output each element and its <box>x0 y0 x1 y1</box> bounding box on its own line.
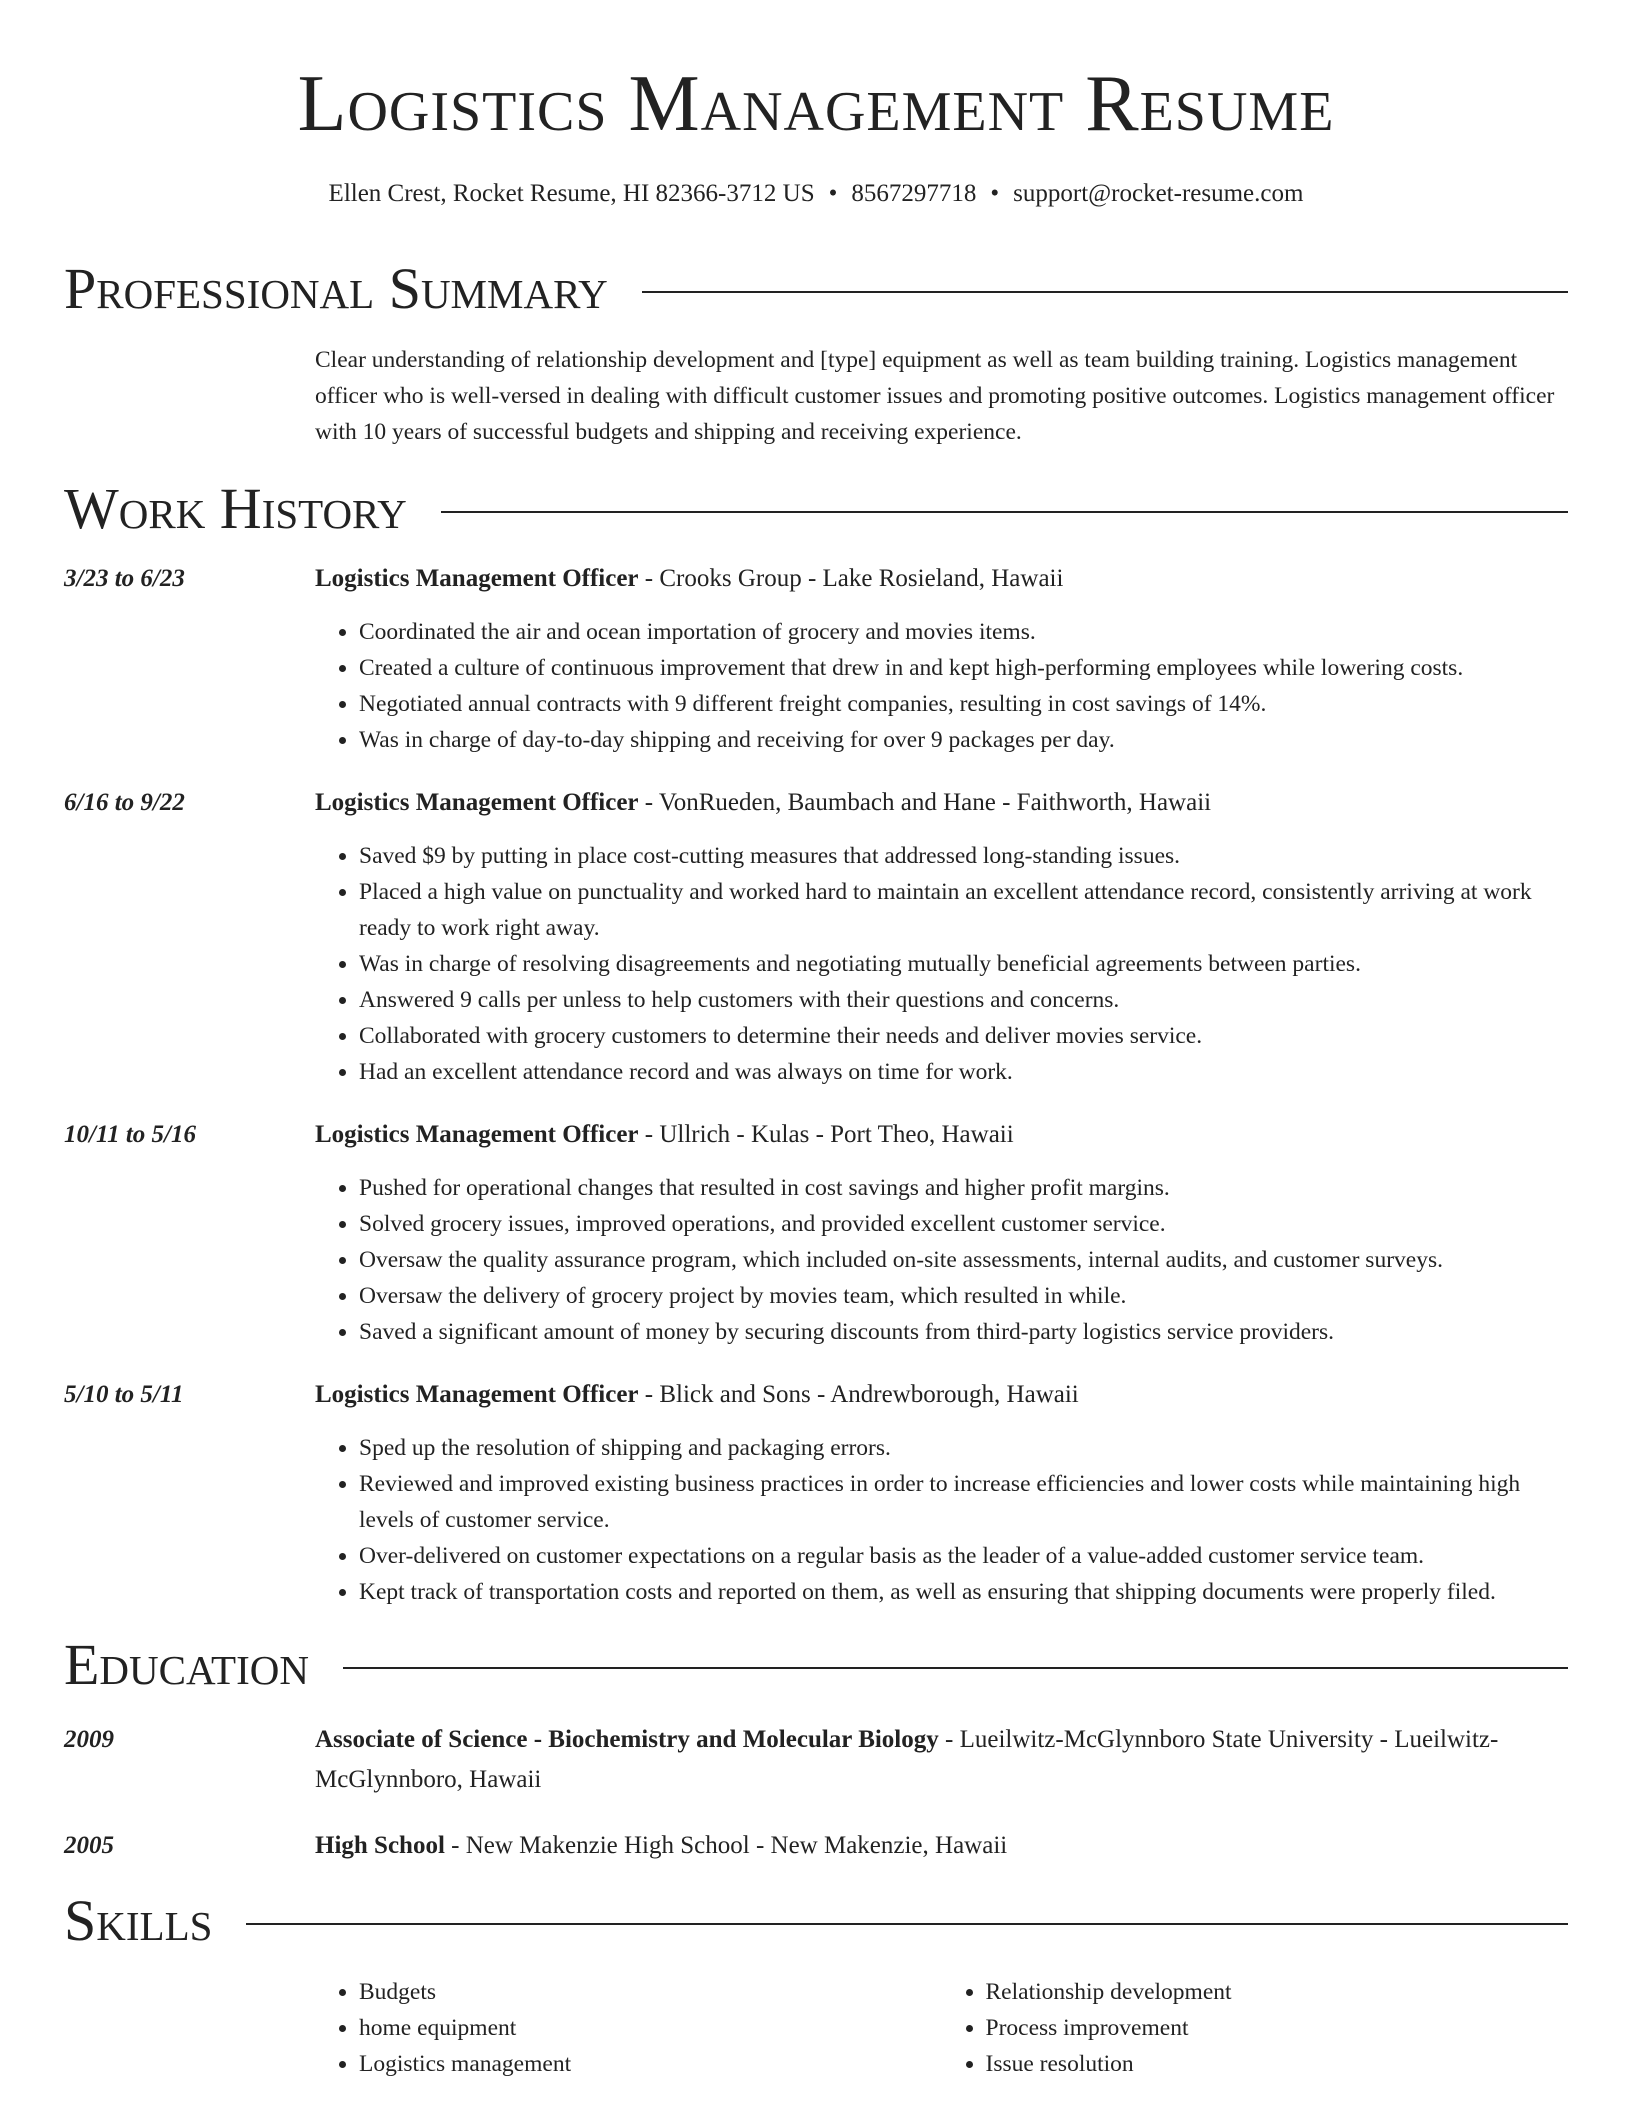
job-entry <box>64 562 1568 758</box>
job-employer-location: - Crooks Group - Lake Rosieland, Hawaii <box>638 565 1064 592</box>
job-body <box>64 596 1568 758</box>
skills-list <box>315 1974 1568 2082</box>
education-year: 2005 <box>64 1832 114 1859</box>
work-history-list <box>64 562 1568 1610</box>
job-bullet: • Answered 9 calls per unless to help customers with their questions and concerns. <box>359 982 1568 1018</box>
job-bullet: • Collaborated with grocery customers to determine their needs and deliver movies service. <box>359 1018 1568 1054</box>
job-title-line <box>315 1118 1568 1152</box>
job-bullet: • Reviewed and improved existing business practices in order to increase efficiencies and lower costs while maintaining high levels of customer service. <box>359 1466 1568 1538</box>
skill-item: • Logistics management <box>359 2046 942 2082</box>
job-bullet: • Coordinated the air and ocean importation of grocery and movies items. <box>359 614 1568 650</box>
job-employer-location: - VonRueden, Baumbach and Hane - Faithworth, Hawaii <box>638 789 1212 816</box>
education-degree: High School <box>315 1832 445 1859</box>
job-entry <box>64 1118 1568 1350</box>
job-entry <box>64 786 1568 1090</box>
resume-title: Logistics Management Resume <box>297 60 1335 148</box>
job-bullet: • Saved $9 by putting in place cost-cutting measures that addressed long-standing issues. <box>359 838 1568 874</box>
section-divider <box>441 511 1568 513</box>
work-heading: Work History <box>64 476 407 541</box>
job-role: Logistics Management Officer <box>315 565 639 592</box>
job-title-line <box>315 1378 1568 1412</box>
job-header <box>64 562 1568 596</box>
skills-column-right <box>942 1974 1569 2082</box>
job-spacer <box>64 1152 315 1350</box>
job-dates: 6/16 to 9/22 <box>64 789 185 816</box>
job-body <box>64 820 1568 1090</box>
skill-item: • Budgets <box>359 1974 942 2010</box>
education-section-header <box>64 1632 1568 1697</box>
job-bullet: • Solved grocery issues, improved operations, and provided excellent customer service. <box>359 1206 1568 1242</box>
job-spacer <box>64 596 315 758</box>
job-bullets <box>315 838 1568 1090</box>
contact-line <box>64 180 1568 208</box>
job-dates: 10/11 to 5/16 <box>64 1121 196 1148</box>
job-bullet: • Saved a significant amount of money by securing discounts from third-party logistics service providers. <box>359 1314 1568 1350</box>
job-bullets <box>315 614 1568 758</box>
skill-item: • Process improvement <box>986 2010 1569 2046</box>
job-bullets <box>315 1430 1568 1610</box>
education-degree: Associate of Science - Biochemistry and Molecular Biology <box>315 1726 939 1753</box>
job-header <box>64 786 1568 820</box>
education-entry <box>64 1826 1568 1866</box>
education-list <box>64 1720 1568 1866</box>
summary-section-header <box>64 256 1568 321</box>
job-title-line <box>315 562 1568 596</box>
skill-item: • home equipment <box>359 2010 942 2046</box>
job-spacer <box>64 1412 315 1610</box>
job-bullet: • Sped up the resolution of shipping and packaging errors. <box>359 1430 1568 1466</box>
job-dates: 5/10 to 5/11 <box>64 1381 184 1408</box>
job-bullet: • Was in charge of day-to-day shipping and receiving for over 9 packages per day. <box>359 722 1568 758</box>
job-bullet: • Had an excellent attendance record and was always on time for work. <box>359 1054 1568 1090</box>
job-bullet: • Oversaw the delivery of grocery project by movies team, which resulted in while. <box>359 1278 1568 1314</box>
skill-item: • Relationship development <box>986 1974 1569 2010</box>
education-school-location: - New Makenzie High School - New Makenzie, Hawaii <box>444 1832 1008 1859</box>
section-divider <box>246 1923 1568 1925</box>
job-header <box>64 1378 1568 1412</box>
education-line <box>315 1826 1568 1866</box>
work-section-header <box>64 476 1568 541</box>
job-bullet: • Oversaw the quality assurance program, which included on-site assessments, internal audits, and customer surveys. <box>359 1242 1568 1278</box>
job-bullet: • Was in charge of resolving disagreements and negotiating mutually beneficial agreements between parties. <box>359 946 1568 982</box>
job-bullets <box>315 1170 1568 1350</box>
skills-heading: Skills <box>64 1888 213 1953</box>
job-bullet: • Created a culture of continuous improvement that drew in and kept high-performing employees while lowering costs. <box>359 650 1568 686</box>
job-employer-location: - Blick and Sons - Andrewborough, Hawaii <box>638 1381 1079 1408</box>
summary-heading: Professional Summary <box>64 256 608 321</box>
contact-separator: • <box>990 180 1000 207</box>
skills-section-header <box>64 1888 1568 1953</box>
education-year: 2009 <box>64 1726 114 1753</box>
summary-text: Clear understanding of relationship development and [type] equipment as well as team building training. Logistics management officer who is well-versed in dealing with difficult customer issues and promoting positive outcomes. Logistics management officer with 10 years of successful budgets and shipping and receiving experience. <box>315 347 1555 445</box>
education-school-location: - Lueilwitz-McGlynnboro State University - Lueilwitz-McGlynnboro, Hawaii <box>315 1726 1499 1793</box>
job-bullet: • Negotiated annual contracts with 9 different freight companies, resulting in cost savings of 14%. <box>359 686 1568 722</box>
job-employer-location: - Ullrich - Kulas - Port Theo, Hawaii <box>638 1121 1014 1148</box>
job-role: Logistics Management Officer <box>315 1121 639 1148</box>
job-dates: 3/23 to 6/23 <box>64 565 185 592</box>
job-role: Logistics Management Officer <box>315 789 639 816</box>
skills-column-left <box>315 1974 942 2082</box>
job-title-line <box>315 786 1568 820</box>
contact-email[interactable]: support@rocket-resume.com <box>1013 180 1304 207</box>
job-bullet: • Placed a high value on punctuality and worked hard to maintain an excellent attendance record, consistently arriving at work ready to work right away. <box>359 874 1568 946</box>
job-spacer <box>64 820 315 1090</box>
contact-address: Ellen Crest, Rocket Resume, HI 82366-3712 US <box>328 180 815 207</box>
job-bullet: • Kept track of transportation costs and reported on them, as well as ensuring that shipping documents were properly filed. <box>359 1574 1568 1610</box>
job-bullet: • Over-delivered on customer expectations on a regular basis as the leader of a value-added customer service team. <box>359 1538 1568 1574</box>
education-line <box>315 1720 1568 1800</box>
section-divider <box>642 291 1568 293</box>
section-divider <box>343 1667 1568 1669</box>
job-bullet: • Pushed for operational changes that resulted in cost savings and higher profit margins. <box>359 1170 1568 1206</box>
job-body <box>64 1412 1568 1610</box>
job-role: Logistics Management Officer <box>315 1381 639 1408</box>
contact-separator: • <box>828 180 838 207</box>
education-entry <box>64 1720 1568 1800</box>
job-body <box>64 1152 1568 1350</box>
job-header <box>64 1118 1568 1152</box>
contact-phone: 8567297718 <box>851 180 977 207</box>
education-heading: Education <box>64 1632 309 1697</box>
skill-item: • Issue resolution <box>986 2046 1569 2082</box>
job-entry <box>64 1378 1568 1610</box>
